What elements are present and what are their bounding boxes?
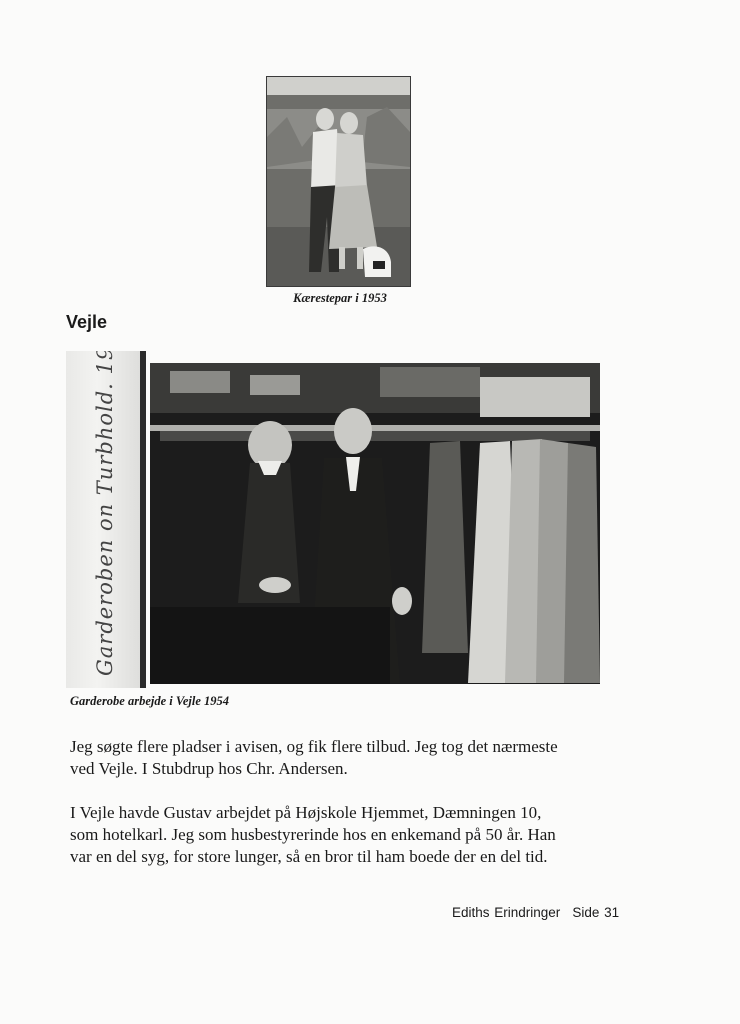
photo2-caption: Garderobe arbejde i Vejle 1954 (70, 694, 230, 708)
paragraph-2-line-2: som hotelkarl. Jeg som husbestyrerinde hos en enkemand på 50 år. Han (70, 825, 556, 844)
couple-photo-image (267, 77, 410, 286)
paragraph-2-line-3: var en del syg, for store lunger, så en bror til ham boede der en del tid. (70, 847, 548, 866)
wardrobe-photo-image (150, 363, 600, 684)
handwritten-label (66, 351, 144, 688)
photo1-caption: Kærestepar i 1953 (293, 291, 387, 305)
album-divider (140, 351, 146, 688)
paragraph-1-line-1: Jeg søgte flere pladser i avisen, og fik flere tilbud. Jeg tog det nærmeste (70, 737, 558, 756)
couple-photo (266, 76, 411, 287)
page-footer (452, 905, 619, 920)
wardrobe-photo (150, 363, 600, 684)
handwritten-text: Garderoben on Turbhold. 1954 (93, 351, 117, 676)
paragraph-2-line-1: I Vejle havde Gustav arbejdet på Højskole Hjemmet, Dæmningen 10, (70, 803, 542, 822)
paragraph-2 (70, 802, 670, 868)
paragraph-1 (70, 736, 670, 780)
page-number: Side 31 (572, 905, 620, 920)
section-heading: Vejle (66, 312, 108, 332)
paragraph-1-line-2: ved Vejle. I Stubdrup hos Chr. Andersen. (70, 759, 348, 778)
footer-title: Ediths Erindringer (452, 905, 561, 920)
album-label-strip (66, 351, 146, 688)
